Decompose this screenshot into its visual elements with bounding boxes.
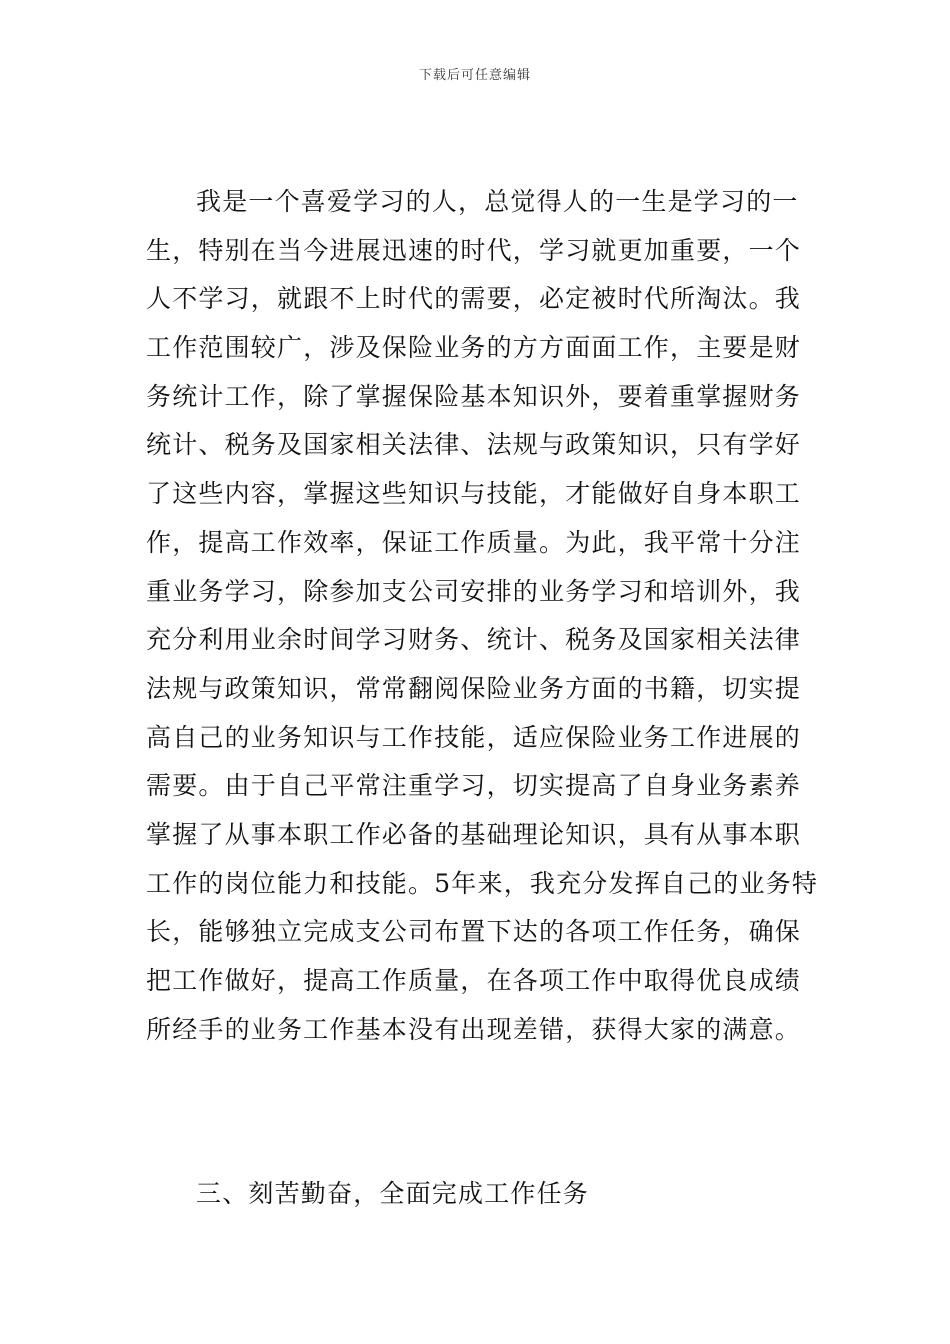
paragraph-line: 所经手的业务工作基本没有出现差错，获得大家的满意。 bbox=[146, 1014, 802, 1044]
paragraph-line: 充分利用业余时间学习财务、统计、税务及国家相关法律 bbox=[146, 625, 802, 655]
paragraph-line: 高自己的业务知识与工作技能，适应保险业务工作进展的 bbox=[146, 722, 802, 752]
paragraph-line: 长，能够独立完成支公司布置下达的各项工作任务，确保 bbox=[146, 917, 802, 947]
page-header: 下载后可任意编辑 bbox=[418, 68, 531, 83]
paragraph-line: 需要。由于自己平常注重学习，切实提高了自身业务素养 bbox=[146, 771, 802, 801]
paragraph-line: 我是一个喜爱学习的人，总觉得人的一生是学习的一 bbox=[196, 187, 799, 216]
paragraph-line: 把工作做好，提高工作质量，在各项工作中取得优良成绩 bbox=[146, 966, 802, 995]
paragraph-line: 作，提高工作效率，保证工作质量。为此，我平常十分注 bbox=[146, 527, 802, 557]
section-heading: 三、刻苦勤奋，全面完成工作任务 bbox=[196, 1179, 590, 1208]
paragraph-line: 统计、税务及国家相关法律、法规与政策知识，只有学好 bbox=[146, 430, 802, 460]
paragraph-line: 掌握了从事本职工作必备的基础理论知识，具有从事本职 bbox=[146, 819, 802, 849]
paragraph-line: 工作范围较广，涉及保险业务的方方面面工作，主要是财 bbox=[146, 333, 802, 363]
paragraph-line: 人不学习，就跟不上时代的需要，必定被时代所淘汰。我 bbox=[146, 284, 802, 314]
paragraph-line: 法规与政策知识，常常翻阅保险业务方面的书籍，切实提 bbox=[146, 673, 802, 703]
paragraph-line: 重业务学习，除参加支公司安排的业务学习和培训外，我 bbox=[146, 576, 802, 606]
paragraph-line: 了这些内容，掌握这些知识与技能，才能做好自身本职工 bbox=[146, 479, 802, 509]
paragraph-line: 工作的岗位能力和技能。5年来，我充分发挥自己的业务特 bbox=[146, 868, 819, 898]
paragraph-line: 生，特别在当今进展迅速的时代，学习就更加重要，一个 bbox=[146, 235, 802, 265]
body-paragraph bbox=[146, 178, 819, 1054]
paragraph-line: 务统计工作，除了掌握保险基本知识外，要着重掌握财务 bbox=[146, 381, 802, 411]
